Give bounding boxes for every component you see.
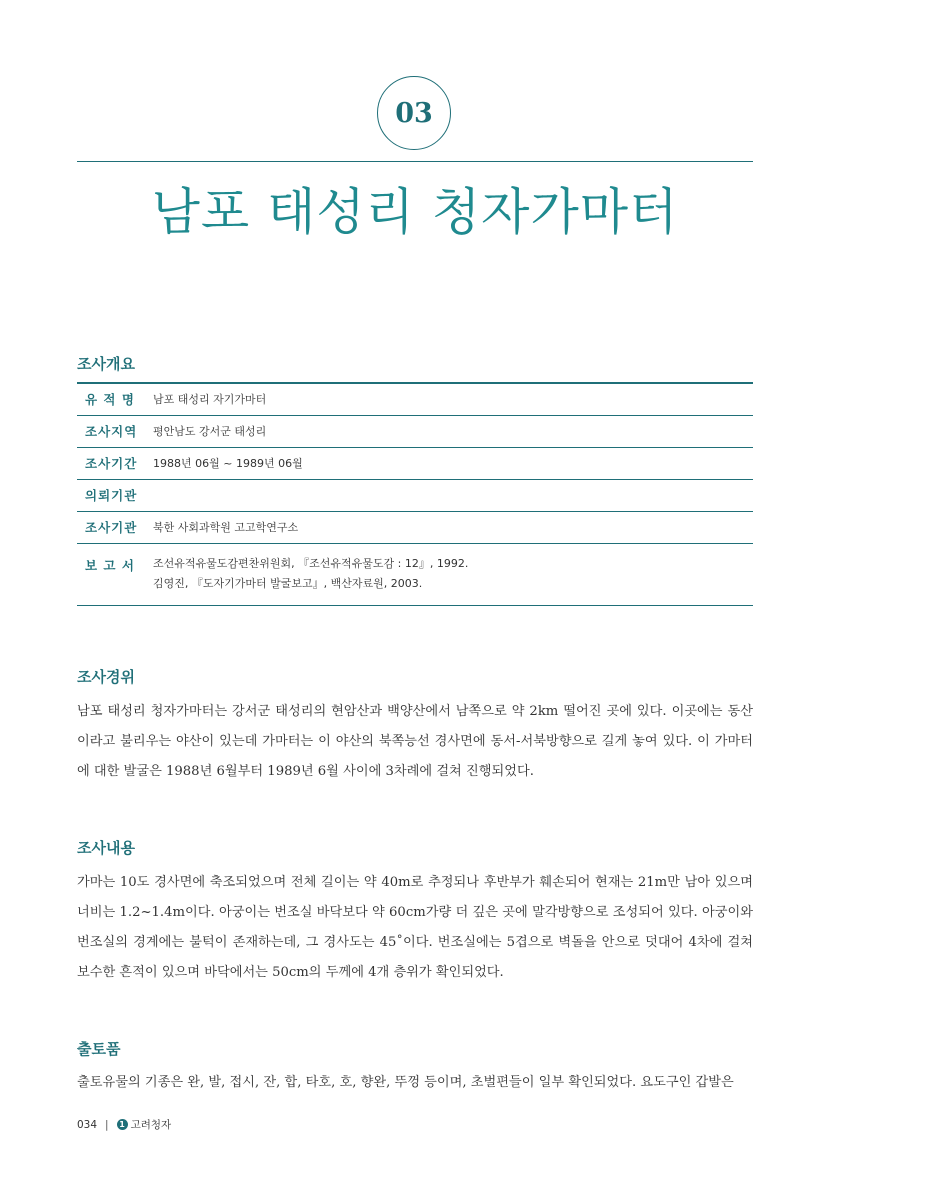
table-row (77, 415, 753, 447)
table-row (77, 543, 753, 605)
table-row (77, 511, 753, 543)
page-number: 034 (77, 1118, 98, 1131)
content-text: 가마는 10도 경사면에 축조되었으며 전체 길이는 약 40m로 추정되나 후반부가 훼손되어 현재는 21m만 남아 있으며 너비는 1.2~1.4m이다. 아궁이는 번조실 바닥보다 약 60cm가량 더 깊은 곳에 말각방향으로 조성되어 있다. 아궁이와 번조실의 경계에는 불턱이 존재하는데, 그 경사도는 45˚이다. 번조실에는 5겹으로 벽돌을 안으로 덧대어 4차에 걸쳐 보수한 흔적이 있으며 바닥에서는 50cm의 두께에 4개 층위가 확인되었다. (77, 875, 753, 980)
part-number-icon: 1 (117, 1119, 128, 1130)
page-footer (77, 1117, 171, 1132)
table-row (77, 447, 753, 479)
overview-heading: 조사개요 (77, 355, 135, 373)
row-value (151, 479, 753, 511)
table-row (77, 479, 753, 511)
title-divider (77, 161, 753, 162)
artifacts-heading: 출토품 (77, 1040, 121, 1058)
row-label: 조사기간 (77, 447, 151, 479)
background-heading: 조사경위 (77, 668, 135, 686)
row-value (151, 543, 753, 605)
row-label: 조사지역 (77, 415, 151, 447)
part-title: 고려청자 (130, 1119, 172, 1131)
row-label: 조사기관 (77, 511, 151, 543)
content-heading: 조사내용 (77, 839, 135, 857)
report-line-2: 김영진, 『도자기가마터 발굴보고』, 백산자료원, 2003. (153, 576, 423, 590)
overview-table (77, 382, 753, 606)
page-title: 남포 태성리 청자가마터 (151, 183, 679, 241)
row-label: 보 고 서 (85, 557, 135, 573)
chapter-number-badge (377, 76, 451, 150)
row-value: 1988년 06월 ~ 1989년 06월 (151, 447, 753, 479)
row-value: 남포 태성리 자기가마터 (151, 383, 753, 415)
row-value: 평안남도 강서군 태성리 (151, 415, 753, 447)
chapter-number: 03 (395, 97, 433, 129)
row-label: 유 적 명 (77, 383, 151, 415)
background-text: 남포 태성리 청자가마터는 강서군 태성리의 현암산과 백양산에서 남쪽으로 약 2km 떨어진 곳에 있다. 이곳에는 동산이라고 불리우는 야산이 있는데 가마터는 이 야산의 북쪽능선 경사면에 동서-서북방향으로 길게 놓여 있다. 이 가마터에 대한 발굴은 1988년 6월부터 1989년 6월 사이에 3차례에 걸쳐 진행되었다. (77, 704, 753, 779)
row-value: 북한 사회과학원 고고학연구소 (151, 511, 753, 543)
artifacts-text: 출토유물의 기종은 완, 발, 접시, 잔, 합, 타호, 호, 향완, 뚜껑 등이며, 초벌편들이 일부 확인되었다. 요도구인 갑발은 (77, 1075, 734, 1090)
row-label: 의뢰기관 (77, 479, 151, 511)
report-line-1: 조선유적유물도감편찬위원회, 『조선유적유물도감 : 12』, 1992. (153, 556, 469, 570)
table-row (77, 383, 753, 415)
footer-separator: | (105, 1118, 109, 1131)
